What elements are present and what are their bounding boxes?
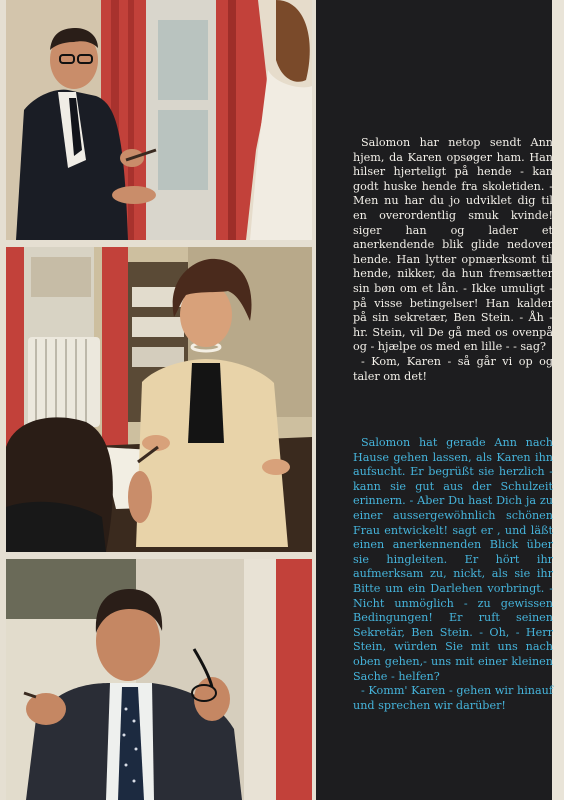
- danish-paragraph-2: - Kom, Karen - så går vi op og taler om det!: [353, 354, 553, 383]
- danish-text-block: [353, 136, 553, 384]
- photo-man-holding-glasses: [6, 559, 312, 800]
- danish-paragraph-1: Salomon har netop sendt Ann hjem, da Karen opsøger ham. Han hilser hjerteligt på hende - kan godt huske hende fra skoletiden. - Men nu har du jo udviklet dig til en overordentlig smuk kvinde! siger han og lader et anerkendende blik glide nedover hende. Han lytter opmærksomt til hende, nikker, da hun fremsætter sin bøn om et lån. - Ikke umuligt - på visse betingelser! Han kalder på sin sekretær, Ben Stein. - Åh - hr. Stein, vil De gå med os ovenpå og - hjælpe os med en lille - - sag?: [353, 136, 553, 354]
- german-paragraph-2: - Komm' Karen - gehen wir hinauf und sprechen wir darüber!: [353, 684, 553, 712]
- photo-3-art: [6, 559, 312, 800]
- text-panel: [316, 0, 564, 800]
- page-edge: [552, 0, 564, 800]
- photo-woman-at-desk: [6, 247, 312, 552]
- photo-1-art: [6, 0, 312, 240]
- photo-man-glasses-gesturing: [6, 0, 312, 240]
- photo-2-art: [6, 247, 312, 552]
- german-text-block: [353, 436, 553, 713]
- german-paragraph-1: Salomon hat gerade Ann nach Hause gehen lassen, als Karen ihn aufsucht. Er begrüßt sie herzlich - kann sie gut aus der Schulzeit erinnern. - Aber Du hast Dich ja zu einer aussergewöhnlich schönen Frau entwickelt! sagt er , und läßt einen anerkennenden Blick über sie hingleiten. Er hört ihr aufmerksam zu, nickt, als sie ihr Bitte um ein Darlehen vorbringt. - Nicht unmöglich - zu gewissen Bedingungen! Er ruft seinen Sekretär, Ben Stein. - Oh, - Herr Stein, würden Sie mit uns nach oben gehen,- uns mit einer kleinen Sache - helfen?: [353, 436, 553, 683]
